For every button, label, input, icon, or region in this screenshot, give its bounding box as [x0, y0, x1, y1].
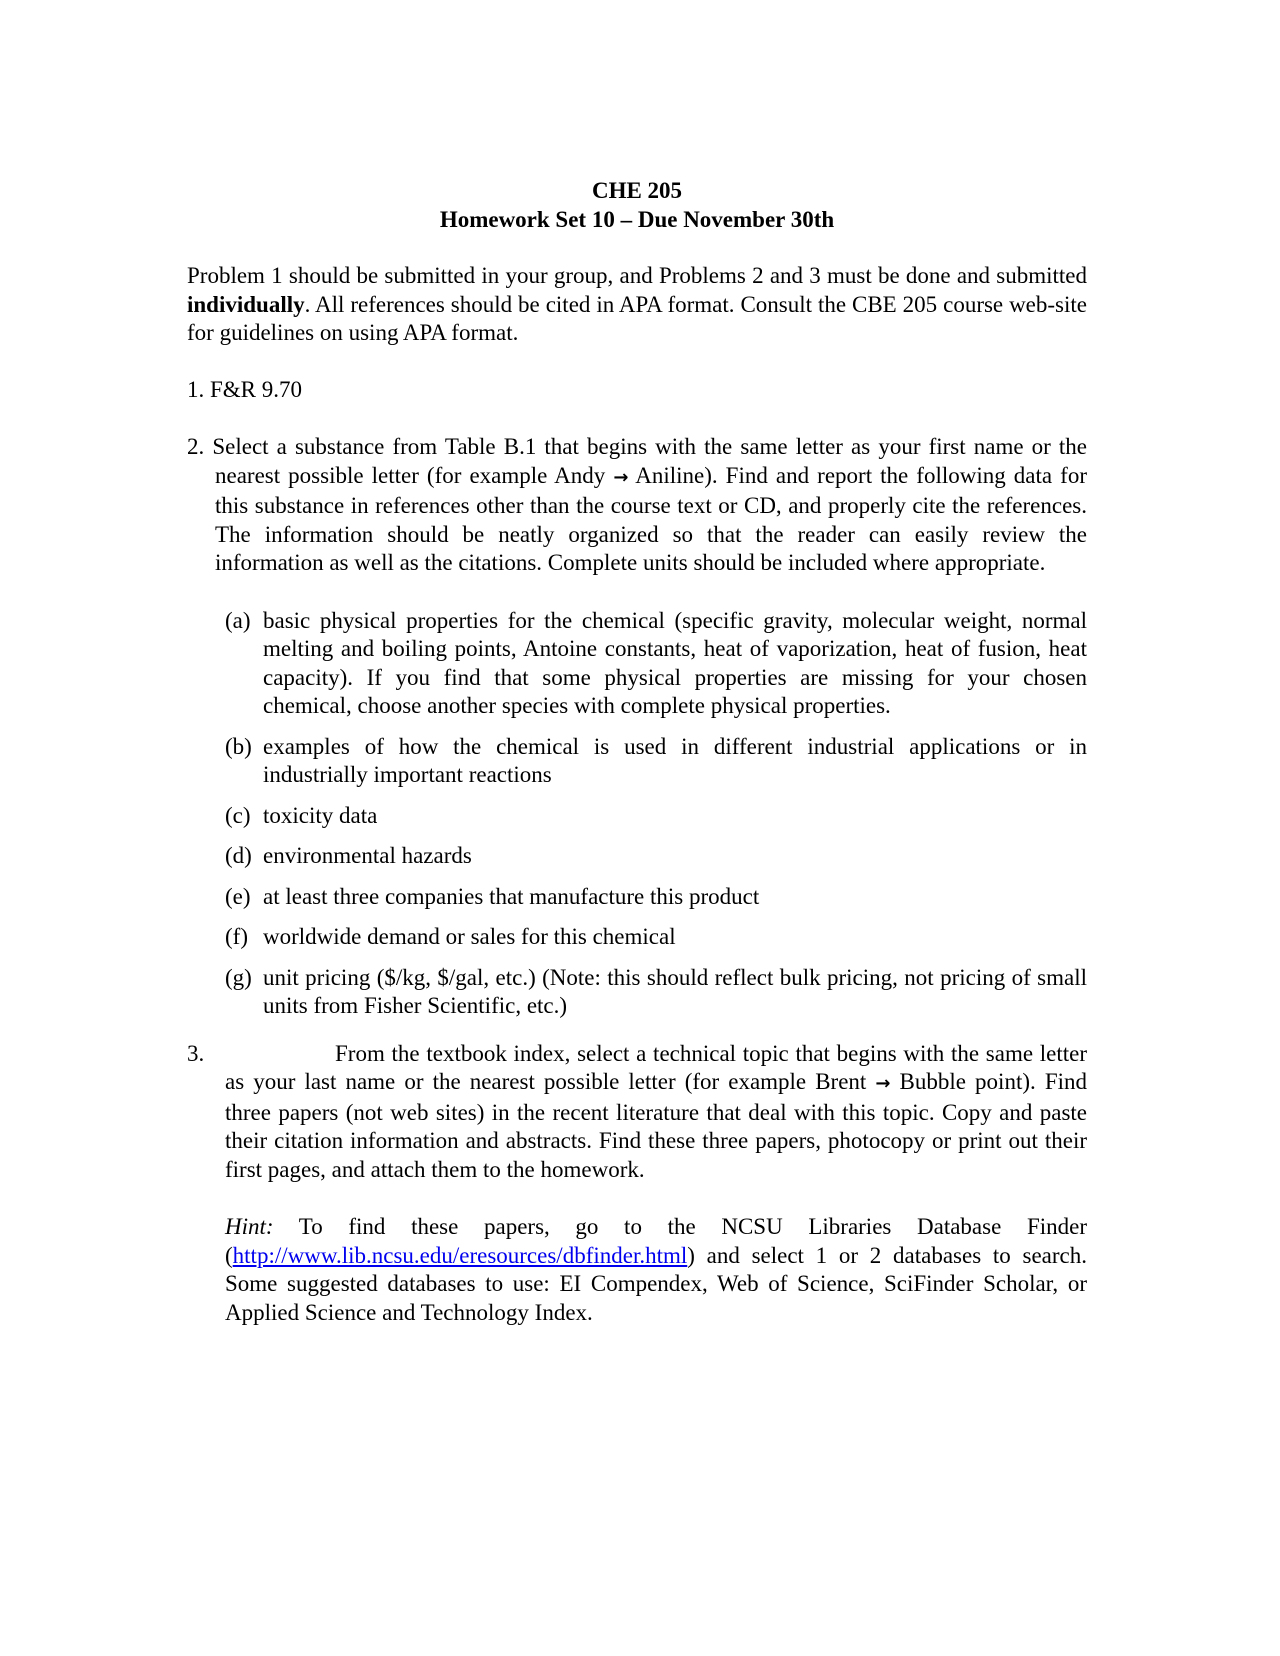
list-item-f [225, 923, 1087, 952]
list-item-b [225, 733, 1087, 790]
list-item-a [225, 607, 1087, 721]
list-item-text: basic physical properties for the chemical (specific gravity, molecular weight, normal melting and boiling points, Antoine constants, heat of vaporization, heat of fusion, heat capacity). If you find that some physical properties are missing for your chosen chemical, choose another species with complete physical properties. [263, 607, 1087, 718]
hint-text-2: ) and select 1 or 2 databases to search. Some suggested databases to use: EI Compendex, Web of Science, SciFinder Scholar, or Applied Science and Technology Index. [225, 1242, 1087, 1325]
document-title [187, 176, 1087, 234]
problem-1: 1. F&R 9.70 [187, 376, 303, 402]
list-item-text: examples of how the chemical is used in different industrial applications or in industrially important reactions [263, 733, 1087, 787]
intro-paragraph [187, 262, 1087, 348]
list-marker: (b) [225, 733, 252, 759]
list-item-g [225, 964, 1087, 1021]
list-marker: (e) [225, 883, 251, 909]
list-item-text: at least three companies that manufacture this product [263, 883, 760, 909]
list-item-text: worldwide demand or sales for this chemical [263, 924, 676, 949]
list-item-text: environmental hazards [263, 843, 472, 868]
problem-3-part-2: Bubble point). Find three papers (not web sites) in the recent literature that deal with this topic. Copy and paste their citation information and abstracts. Find these three papers, photocopy or print out their first pages, and attach them to the homework. [225, 1069, 1087, 1182]
hint-label: Hint: [225, 1214, 274, 1239]
list-item-c [225, 802, 1087, 831]
intro-text-1: Problem 1 should be submitted in your group, and Problems 2 and 3 must be done and submitted [187, 263, 1087, 288]
hint-paragraph [225, 1213, 1087, 1327]
list-item-e [225, 883, 1087, 912]
intro-bold-word: individually [187, 291, 305, 317]
problem-2-item-list [225, 607, 1087, 1021]
list-marker: (d) [225, 843, 252, 868]
homework-subtitle: Homework Set 10 – Due November 30th [439, 207, 835, 232]
list-item-text: unit pricing ($/kg, $/gal, etc.) (Note: this should reflect bulk pricing, not pricing of small units from Fisher Scientific, etc.) [263, 964, 1087, 1018]
problem-3-part-1: From the textbook index, select a technical topic that begins with the same letter as your last name or the nearest possible letter (for example Brent [225, 1040, 1087, 1094]
problem-3 [187, 1040, 1087, 1185]
right-arrow-icon: → [613, 466, 629, 488]
list-marker: (c) [225, 802, 251, 828]
right-arrow-icon: → [875, 1073, 891, 1094]
problem-3-text [225, 1040, 1087, 1185]
list-marker: (g) [225, 964, 252, 990]
homework-document [187, 176, 1087, 1350]
problem-2-part-2: Aniline). Find and report the following data for this substance in references other than the course text or CD, and properly cite the references. The information should be neatly organized so that the reader can easily review the information as well as the citations. Complete units should be included where appropriate. [215, 462, 1087, 575]
list-marker: (a) [225, 607, 251, 633]
problem-3-number: 3. [187, 1040, 205, 1066]
course-title: CHE 205 [591, 178, 683, 203]
hint-text-1: To find these papers, go to the NCSU Libraries Database Finder ( [225, 1214, 1087, 1268]
database-finder-link[interactable]: http://www.lib.ncsu.edu/eresources/dbfinder.html [232, 1242, 688, 1268]
list-marker: (f) [225, 924, 248, 949]
problem-2-text [187, 433, 1087, 578]
list-item-text: toxicity data [263, 802, 378, 828]
list-item-d [225, 842, 1087, 871]
problem-2-part-1: 2. Select a substance from Table B.1 that begins with the same letter as your first name or the nearest possible letter (for example Andy [187, 434, 1087, 488]
intro-text-2: . All references should be cited in APA format. Consult the CBE 205 course web-site for guidelines on using APA format. [187, 291, 1087, 345]
